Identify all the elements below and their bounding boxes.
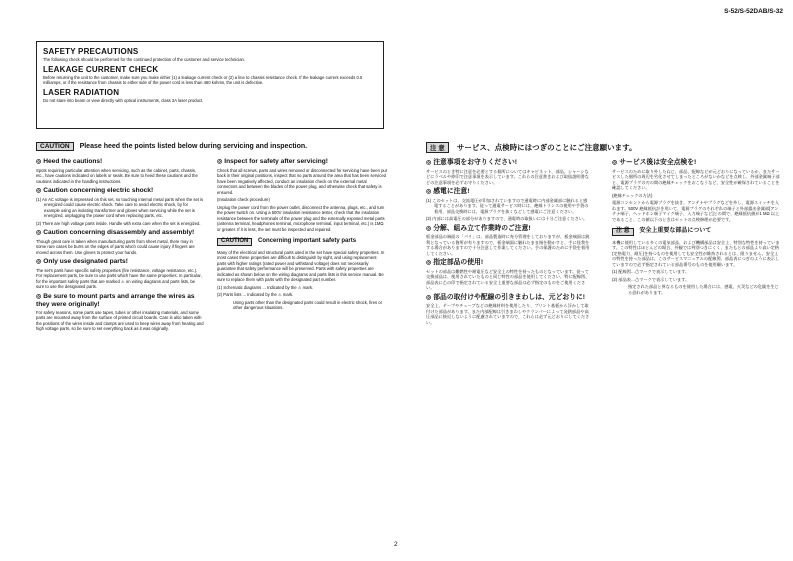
section-heading: ◎ Heed the cautions!: [36, 158, 103, 165]
safety-text: The following check should be performed for the continued protection of the customer and service technician.: [43, 57, 246, 62]
leakage-text: Before returning the unit to the customer, make sure you make either (1) a leakage current check or (2) a line to chassis resistance check. If the leakage current exceeds 0.5 milliamps, or if the resistance from chassis to either side of the power cord is less than 460 kohms, the unit is defective.: [43, 74, 363, 86]
section-text: For safety reasons, some parts use tapes, tubes or other insulating materials, and some parts are mounted away from the surface of printed circuit boards. Care is also taken with the positions of the wires inside and clamps are used to keep wires away from heating and high voltage parts, so be sure to set everything back as it was originally.: [36, 309, 204, 331]
bullet-icon: ◎: [426, 189, 432, 195]
english-column-2: [217, 155, 387, 313]
page-number: 2: [394, 541, 398, 548]
japanese-column-2: [612, 156, 782, 297]
section-text: 電源コンセントから電源プラグを抜き、アンテナやプラグなどを外し、電源スイッチを入れます。500V 絶縁抵抗計を用いて、電源プラグのそれぞれの端子と外部露出金属部[アンテナ端子、ヘッドホン端子マイク端子、入力端子など]との間で、絶縁抵抗値が1 MΩ 以上であること、この値以下のときはセットの点検修理が必要です。: [612, 200, 780, 222]
section-text: Though great care is taken when manufacturing parts from sheet metal, there may in some rare cases be burrs on the edges of parts which could cause injury if fingers are moved across them. Use gloves to protect your hands.: [36, 238, 195, 255]
section-heading: ◎ 分解、組み立て作業時のご注意!: [426, 224, 531, 232]
jbar-text: サービス、点検時にはつぎのことにご注意願います。: [456, 143, 637, 152]
bullet-icon: ◎: [426, 160, 432, 166]
section-text: セットの部品は難燃性や耐電圧など安全上の特性を持ったものとなっています。従って交換部品は、使用されていたものと同じ特性の部品を使用してください。特に配線図、部品表に⚠の印で指定されている安全上重要な部品は必ず指定のものをご使用ください。: [426, 268, 590, 290]
model-number: S-52/S-52DAB/S-32: [724, 8, 783, 15]
section-text: (絶縁チェックの方法): [612, 192, 653, 198]
section-heading: ◎ Caution concerning disassembly and assembly!: [36, 229, 195, 236]
safety-parts-caution: 注 意 安全上重要な部品について: [612, 228, 782, 236]
laser-text: Do not stare into beam or view directly with optical instruments, class 3A laser product.: [43, 97, 204, 103]
bullet-icon: ◎: [36, 230, 42, 236]
bullet-icon: ◎: [36, 188, 42, 194]
safety-title: SAFETY PRECAUTIONS: [43, 47, 139, 56]
section-heading: ◎ 指定部品の使用!: [426, 259, 484, 266]
section-text: (1) 配線図…⚠マークで表示しています。: [612, 269, 690, 274]
section-text: サービスのとき特に注意を必要とする個所についてはキャビネット、部品、シャーシなどにラベルや捺印で注意事項を表示しています。これらの注意書きおよび取扱説明書などの注意事項を必ずお守りください。: [426, 168, 589, 185]
caution-tag: CAUTION: [36, 142, 74, 151]
section-heading: ◎ Be sure to mount parts and arrange the wires as they were originally!: [36, 292, 195, 308]
caution-tag: 注 意: [612, 228, 634, 236]
section-text: Using parts other than the designated parts could result in electric shock, fires or other dangerous situations.: [233, 299, 382, 310]
bullet-icon: ◎: [36, 259, 42, 265]
section-heading: ◎ Only use designated parts!: [36, 258, 128, 265]
leakage-title: LEAKAGE CURRENT CHECK: [43, 64, 159, 74]
section-text: (2) Parts lists ... Indicated by the ⚠ mark.: [217, 292, 294, 297]
section-text: Check that all screws, parts and wires removed or disconnected for servicing have been put back in their original positions, inspect that no parts around the area that has been serviced have been negatively affected, conduct an insulation check on the external metal connectors and between the blades of the power plug, and otherwise check that safety is ensured.: [217, 167, 387, 195]
section-text: (1) Schematic diagrams ... Indicated by the ⚠ mark.: [217, 284, 314, 290]
section-text: サービスのために取り外したねじ、部品、配線などが元どおりになっているか、またサービスした個所の周辺を劣化させてしまったところがないかなどを点検し、外部金属端子部と、電源プラグの刃の間の絶縁チェックをおこなうなど、安全性が確保されていることを確認してください。: [612, 168, 780, 190]
section-text: 板金部品の端面の「バリ」は、部品製造時に充分管理をしておりますが、板金端面は鋭利となっている箇所が有りますので、板金端面に触れたまま指を動かすと、手に怪我をする場合がありますので十分注意して作業してください。手の保護のために手袋を着用してください。: [426, 234, 590, 256]
section-text: (1) An AC voltage is impressed on this set, so touching internal metal parts when the set is energized could cause electric shock. Take care to avoid electric shock, by for example using an isolating transformer and gloves when servicing while the set is energized, unplugging the power cord when replacing parts, etc.: [36, 196, 204, 218]
caution-tag: 注 意: [426, 142, 449, 153]
section-text: (1) このセットは、交流電圧が印加されていますので通電時に内部金属部に触れると感電することがあります。従って通電サービス時には、絶縁トランスの使用や手袋の着用、部品交換時には、電源プラグを抜くなどして感電にご注意ください。: [426, 197, 589, 214]
precautions-box: [36, 41, 384, 129]
section-text: Many of the electrical and structural parts used in the set have special safety properties. In most cases these properties are difficult to distinguish by sight, and using replacement parts with higher ratings (rated power and withstand voltage) does not necessarily guarantee that safety performance will be preserved. Parts with safety properties are indicated as shown below on the wiring diagrams and parts lists is this service manual. Be sure to replace them with parts with the designated part number.: [217, 249, 385, 282]
laser-title: LASER RADIATION: [43, 87, 120, 97]
section-text: The set's parts have specific safety properties (fire resistance, voltage resistance, etc.). For replacement parts, be sure to use parts which have the same properties. In particular, for the important safety parts that are marked ⚠ on wiring diagrams and parts lists, be sure to use the designated parts.: [36, 267, 202, 289]
english-column-1: [36, 155, 204, 334]
section-text: (2) 部品表…⚠マークで表示しています。: [612, 276, 690, 282]
bullet-icon: ◎: [612, 160, 618, 166]
section-text: 指定された部品と異なるものを使用した場合には、感電、火災などの危険を生じる恐れがあります。: [628, 284, 779, 295]
section-text: Spots requiring particular attention when servicing, such as the cabinet, parts, chassis, etc., have cautions indicated on labels or seals. Be sure to heed these cautions and the cautions indicated in the handling instructions.: [36, 167, 198, 184]
section-text: 安全上、テープやチューブなどの絶縁材料を使用したり、プリント基板から浮かして取付けた部品があります。また内部配線は引きまわしやクランパーによって発熱部品や高圧部品に接近しないように配慮されていますので、これらは必ず元どおりにしてください。: [426, 303, 590, 325]
safety-parts-caution: CAUTION Concerning important safety parts: [217, 238, 387, 246]
section-heading: ◎ 感電に注意!: [426, 188, 470, 195]
bullet-icon: ◎: [217, 159, 223, 165]
section-text: (Insulation check procedure): [217, 197, 270, 202]
section-heading: ◎ Caution concerning electric shock!: [36, 187, 154, 194]
caution-bar: [36, 142, 307, 151]
japanese-caution-bar: [426, 142, 637, 153]
caution-tag: CAUTION: [217, 238, 252, 246]
section-text: (2) There are high voltage parts inside. Handle with extra care when the set is energized.: [36, 220, 201, 226]
section-heading: ◎ 注意事項をお守りください!: [426, 159, 518, 166]
bullet-icon: ◎: [426, 225, 432, 232]
bullet-icon: ◎: [36, 293, 42, 300]
section-text: (2) 内部には高電圧の部分がありますので、通電時の取扱いには十分ご注意ください。: [426, 216, 588, 221]
bullet-icon: ◎: [36, 159, 42, 165]
section-heading: ◎ Inspect for safety after servicing!: [217, 158, 328, 165]
section-text: 本機に使用している多くの電気部品、および機構部品は安全上、特別な特性を持っています。この特性はほとんどの場合、外観では判別つきにくく、またもとの部品より高い定格(定格電力、耐圧)を持つものを使用しても安全性が維持されるとは、限りません。安全上の特性を持った部品は、このサービスマニュアルの配線図、部品表につぎのように表示していますので必ず指定されている部品番号のものを使用願います。: [612, 239, 780, 267]
bullet-icon: ◎: [426, 294, 432, 301]
section-text: Unplug the power cord from the power outlet, disconnect the antenna, plugs, etc., and turn the power switch on. Using a 500V insulation resistance tester, check that the insulation resistance between the terminals of the power plug and the externally exposed metal parts (antenna terminal, headphones terminal, microphone terminal, input terminal, etc.) is 1MΩ or greater. If it is less, the set must be inspected and repaired.: [217, 204, 385, 232]
japanese-column-1: [426, 156, 591, 327]
bullet-icon: ◎: [426, 260, 432, 266]
section-heading: ◎ サービス後は安全点検を!: [612, 159, 697, 166]
caution-bar-text: Please heed the points listed below during servicing and inspection.: [79, 143, 308, 150]
section-heading: ◎ 部品の取付けや配線の引きまわしは、元どおりに!: [426, 293, 586, 301]
